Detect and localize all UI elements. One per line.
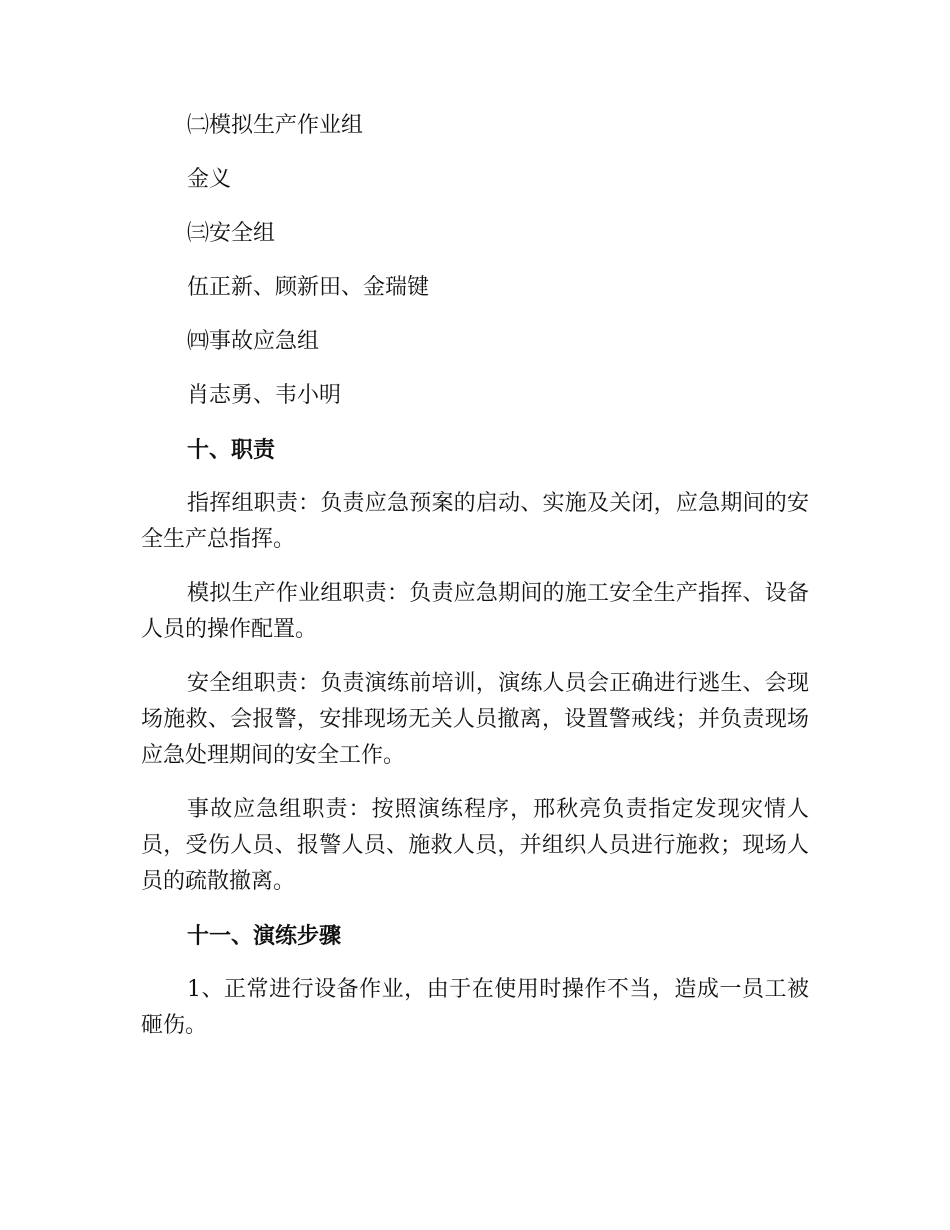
paragraph-emergency-duties: 事故应急组职责：按照演练程序，邢秋亮负责指定发现灾情人员，受伤人员、报警人员、施救人员，并组织人员进行施救；现场人员的疏散撤离。 xyxy=(141,797,809,894)
heading-drill-steps: 十一、演练步骤 xyxy=(187,923,342,949)
paragraph-safety-duties: 安全组职责：负责演练前培训，演练人员会正确进行逃生、会现场施救、会报警，安排现场无关人员撤离，设置警戒线；并负责现场应急处理期间的安全工作。 xyxy=(141,671,809,768)
document-body xyxy=(141,108,809,1062)
paragraph-step-1: 1、正常进行设备作业，由于在使用时操作不当，造成一员工被砸伤。 xyxy=(141,977,809,1038)
section-label-simulated-production: ㈡模拟生产作业组 xyxy=(187,113,364,138)
member-list-safety: 伍正新、顾新田、金瑞键 xyxy=(187,275,430,300)
paragraph-command-duties: 指挥组职责：负责应急预案的启动、实施及关闭，应急期间的安全生产总指挥。 xyxy=(141,491,809,552)
section-label-safety: ㈢安全组 xyxy=(187,221,276,246)
heading-duties: 十、职责 xyxy=(187,437,276,463)
member-list-emergency: 肖志勇、韦小明 xyxy=(187,383,342,408)
paragraph-production-duties: 模拟生产作业组职责：负责应急期间的施工安全生产指挥、设备人员的操作配置。 xyxy=(141,581,809,642)
section-label-emergency: ㈣事故应急组 xyxy=(187,329,320,354)
member-list-production: 金义 xyxy=(187,167,232,192)
